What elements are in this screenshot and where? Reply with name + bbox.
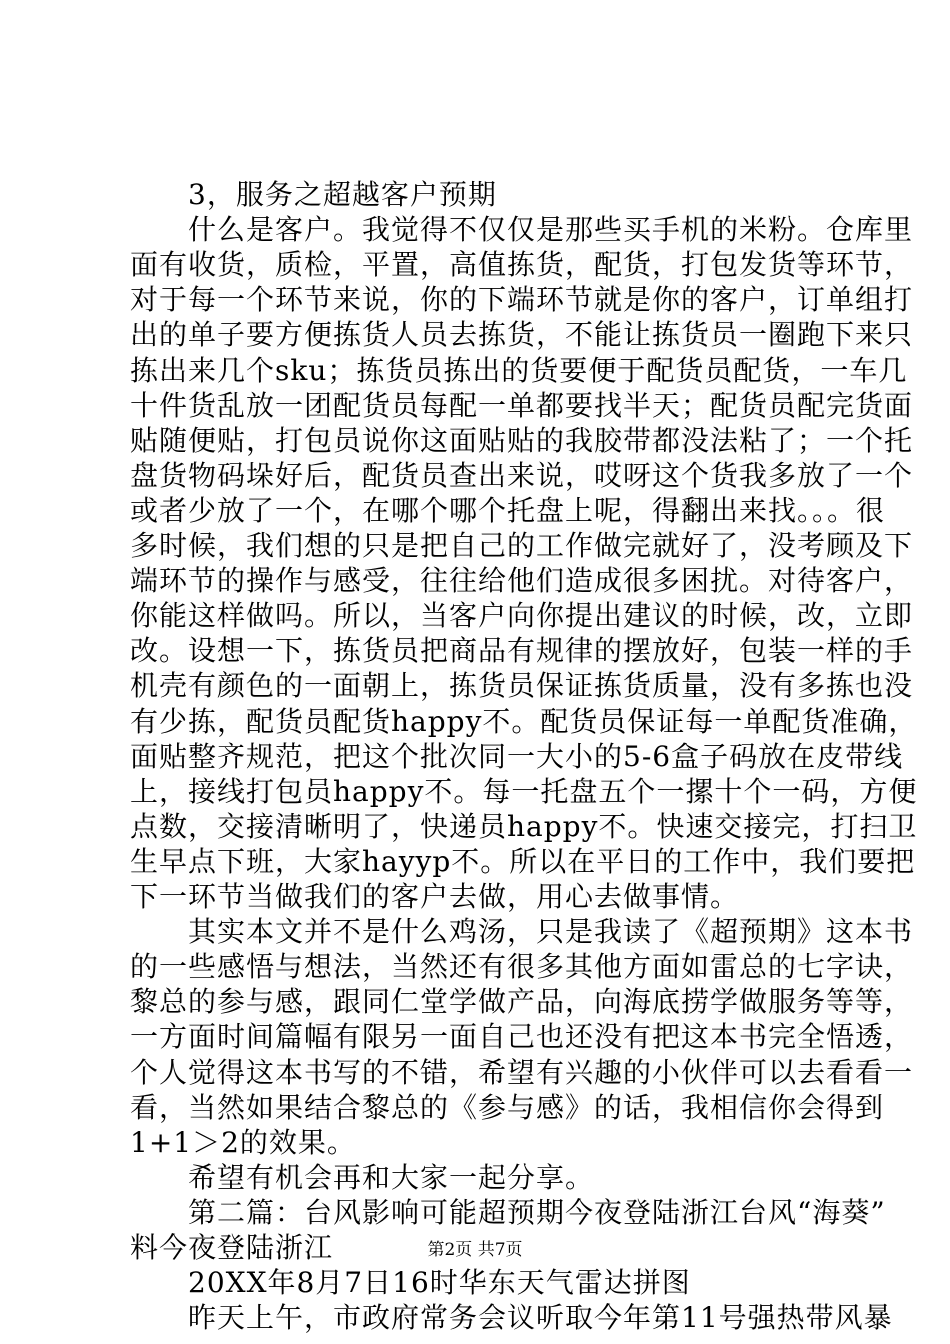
text-line: 的一些感悟与想法，当然还有很多其他方面如雷总的七字诀， (130, 950, 914, 983)
text-line: 十件货乱放一团配货员每配一单都要找半天；配货员配完货面 (130, 389, 914, 422)
text-line: 你能这样做吗。所以，当客户向你提出建议的时候，改，立即 (130, 599, 914, 632)
page-footer: 第2页 共7页 (427, 1240, 523, 1260)
text-line: 料今夜登陆浙江 (130, 1231, 334, 1264)
text-line: 上，接线打包员happy不。每一托盘五个一摞十个一码，方便 (130, 775, 918, 808)
text-line: 看，当然如果结合黎总的《参与感》的话，我相信你会得到 (130, 1091, 885, 1124)
text-line: 下一环节当做我们的客户去做，用心去做事情。 (130, 880, 740, 913)
text-line: 昨天上午，市政府常务会议听取今年第11号强热带风暴 (130, 1301, 893, 1334)
text-line: 或者少放了一个，在哪个哪个托盘上呢，得翻出来找。。。很 (130, 494, 886, 527)
text-line: 对于每一个环节来说，你的下端环节就是你的客户，订单组打 (130, 283, 914, 316)
text-line: 个人觉得这本书写的不错，希望有兴趣的小伙伴可以去看看一 (130, 1056, 914, 1089)
text-line: 拣出来几个sku；拣货员拣出的货要便于配货员配货，一车几 (130, 354, 908, 387)
text-line: 3，服务之超越客户预期 (130, 178, 497, 211)
text-line: 出的单子要方便拣货人员去拣货，不能让拣货员一圈跑下来只 (130, 318, 914, 351)
text-line: 面贴整齐规范，把这个批次同一大小的5-6盒子码放在皮带线 (130, 740, 904, 773)
text-line: 贴随便贴，打包员说你这面贴贴的我胶带都没法粘了；一个托 (130, 424, 914, 457)
text-line: 第二篇：台风影响可能超预期今夜登陆浙江台风“海葵” (130, 1196, 886, 1229)
text-line: 1+1＞2的效果。 (130, 1126, 356, 1159)
text-line: 多时候，我们想的只是把自己的工作做完就好了，没考顾及下 (130, 529, 914, 562)
text-line: 一方面时间篇幅有限另一面自己也还没有把这本书完全悟透， (130, 1020, 914, 1053)
text-line: 希望有机会再和大家一起分享。 (130, 1161, 595, 1194)
text-line: 盘货物码垛好后，配货员查出来说，哎呀这个货我多放了一个 (130, 459, 914, 492)
text-line: 机壳有颜色的一面朝上，拣货员保证拣货质量，没有多拣也没 (130, 669, 914, 702)
text-line: 点数，交接清晰明了，快递员happy不。快速交接完，打扫卫 (130, 810, 918, 843)
text-line: 有少拣，配货员配货happy不。配货员保证每一单配货准确， (130, 705, 918, 738)
text-line: 生早点下班，大家hayyp不。所以在平日的工作中，我们要把 (130, 845, 916, 878)
text-line: 什么是客户。我觉得不仅仅是那些买手机的米粉。仓库里 (130, 213, 914, 246)
text-line: 其实本文并不是什么鸡汤，只是我读了《超预期》这本书 (130, 915, 914, 948)
text-line: 黎总的参与感，跟同仁堂学做产品，向海底捞学做服务等等， (130, 985, 914, 1018)
text-line: 改。设想一下，拣货员把商品有规律的摆放好，包装一样的手 (130, 634, 914, 667)
text-line: 面有收货，质检，平置，高值拣货，配货，打包发货等环节， (130, 248, 914, 281)
text-line: 端环节的操作与感受，往往给他们造成很多困扰。对待客户， (130, 564, 914, 597)
text-line: 20XX年8月7日16时华东天气雷达拼图 (130, 1266, 691, 1299)
